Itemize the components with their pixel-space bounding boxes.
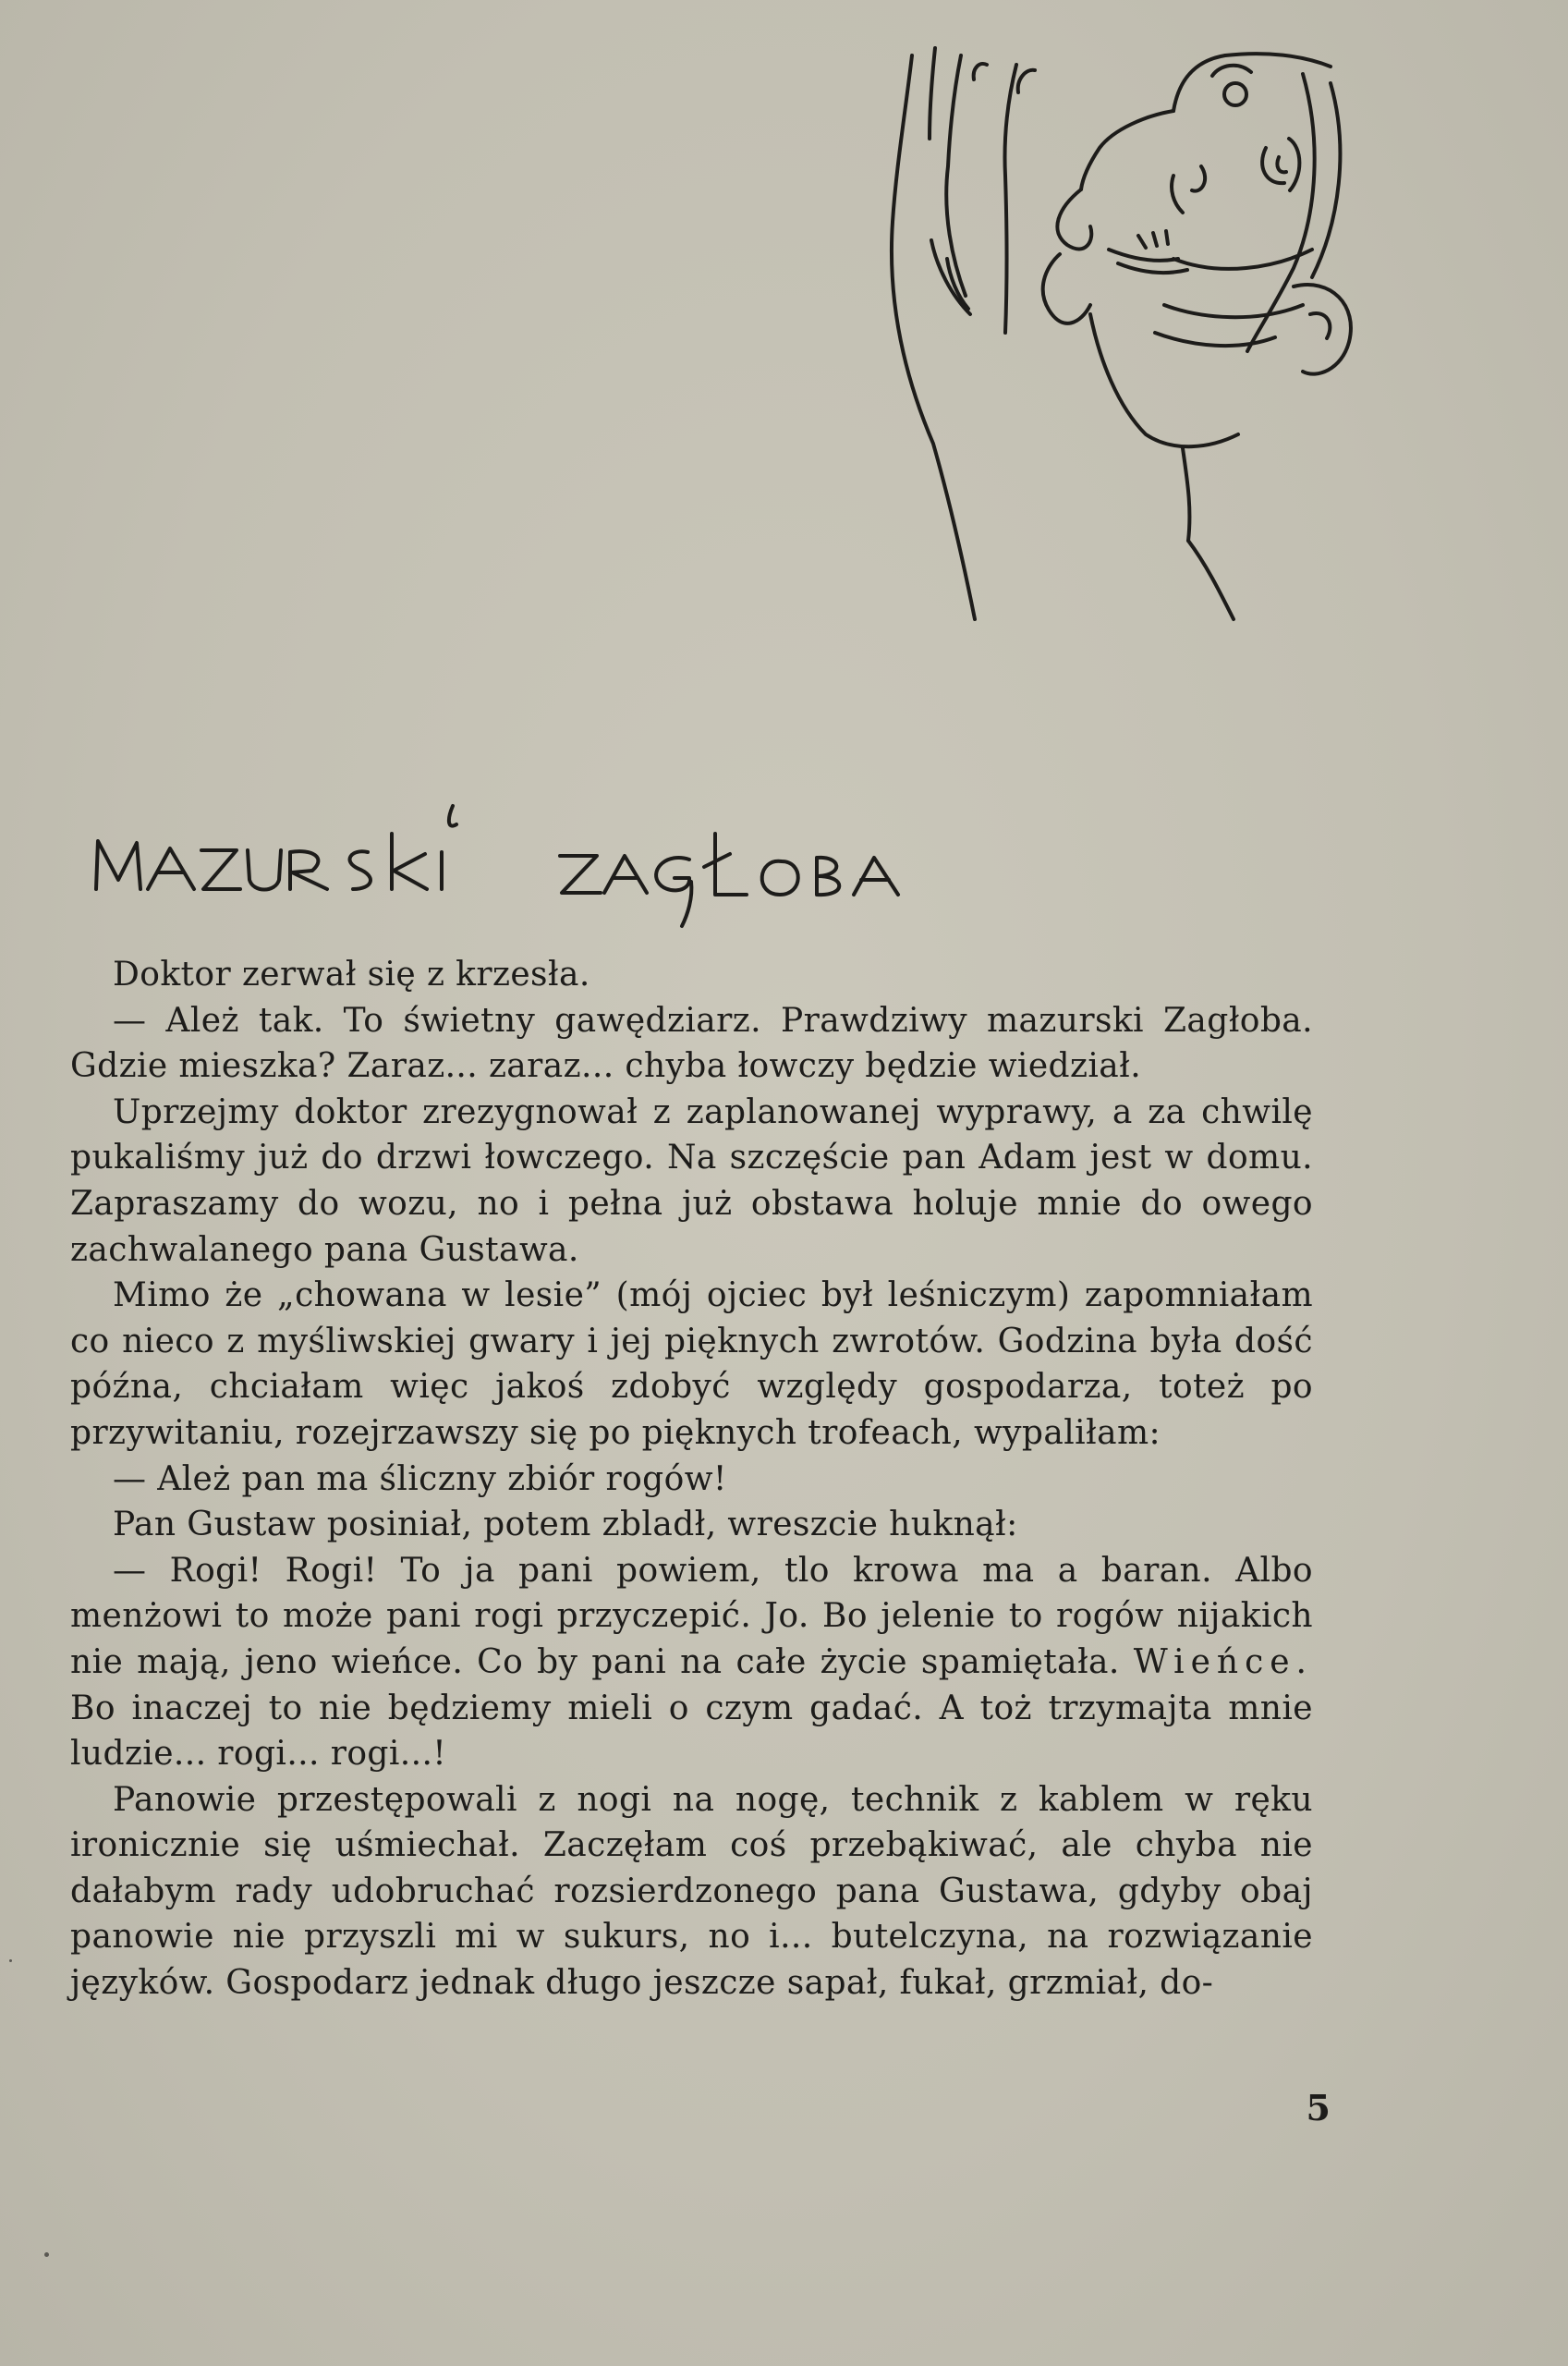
paragraph-4: Mimo że „chowana w lesie” (mój ojciec był leśniczym) zapomniałam co nieco z myśliwskiej gwary i jej pięknych zwrotów. Godzina była dość późna, chciałam więc jakoś zdobyć względy gospodarza, toteż po przywitaniu, rozejrzawszy się po pięknych trofeach, wypaliłam: <box>70 1276 1313 1452</box>
paragraph-7 <box>70 1548 1313 1777</box>
paper-speck <box>44 2252 49 2257</box>
paragraph-5: — Ależ pan ma śliczny zbiór rogów! <box>113 1459 727 1498</box>
spaced-word-wience: Wieńce. <box>1133 1642 1313 1681</box>
paper-speck <box>9 1959 12 1962</box>
body-text <box>70 952 1313 2006</box>
chapter-title <box>91 797 1070 935</box>
paragraph-7-end: Bo inaczej to nie będziemy mieli o czym gadać. A toż trzymajta mnie ludzie... rogi... rogi...! <box>70 1689 1313 1774</box>
paragraph-2: — Ależ tak. To świetny gawędziarz. Prawdziwy mazurski Zagłoba. Gdzie mieszka? Zaraz... zaraz... chyba łowczy będzie wiedział. <box>70 1001 1313 1086</box>
paragraph-6: Pan Gustaw posiniał, potem zbladł, wreszcie huknął: <box>113 1506 1018 1544</box>
paragraph-7-start: — Rogi! Rogi! To ja pani powiem, tlo krowa ma a baran. Albo menżowi to może pani rogi przyczepić. Jo. Bo jelenie to rogów nijakich nie mają, jeno wieńce. Co by pani na całe życie spamiętała. <box>70 1551 1313 1681</box>
paragraph-3: Uprzejmy doktor zrezygnował z zaplanowanej wyprawy, a za chwilę pukaliśmy już do drzwi łowczego. Na szczęście pan Adam jest w domu. Zapraszamy do wozu, no i pełna już obstawa holuje mnie do owego zachwalanego pana Gustawa. <box>70 1092 1313 1269</box>
chapter-title-lettering <box>91 797 1070 935</box>
paragraph-1: Doktor zerwał się z krzesła. <box>113 956 590 994</box>
caricature-illustration <box>869 28 1404 638</box>
paragraph-8: Panowie przestępowali z nogi na nogę, technik z kablem w ręku ironicznie się uśmiechał. Zaczęłam coś przebąkiwać, ale chyba nie dałabym rady udobruchać rozsierdzonego pana Gustawa, gdyby obaj panowie nie przyszli mi w sukurs, no i... butelczyna, na rozwiązanie języków. Gospodarz jednak długo jeszcze sapał, fukał, grzmiał, do- <box>70 1780 1313 2003</box>
page-number: 5 <box>1306 2087 1331 2128</box>
